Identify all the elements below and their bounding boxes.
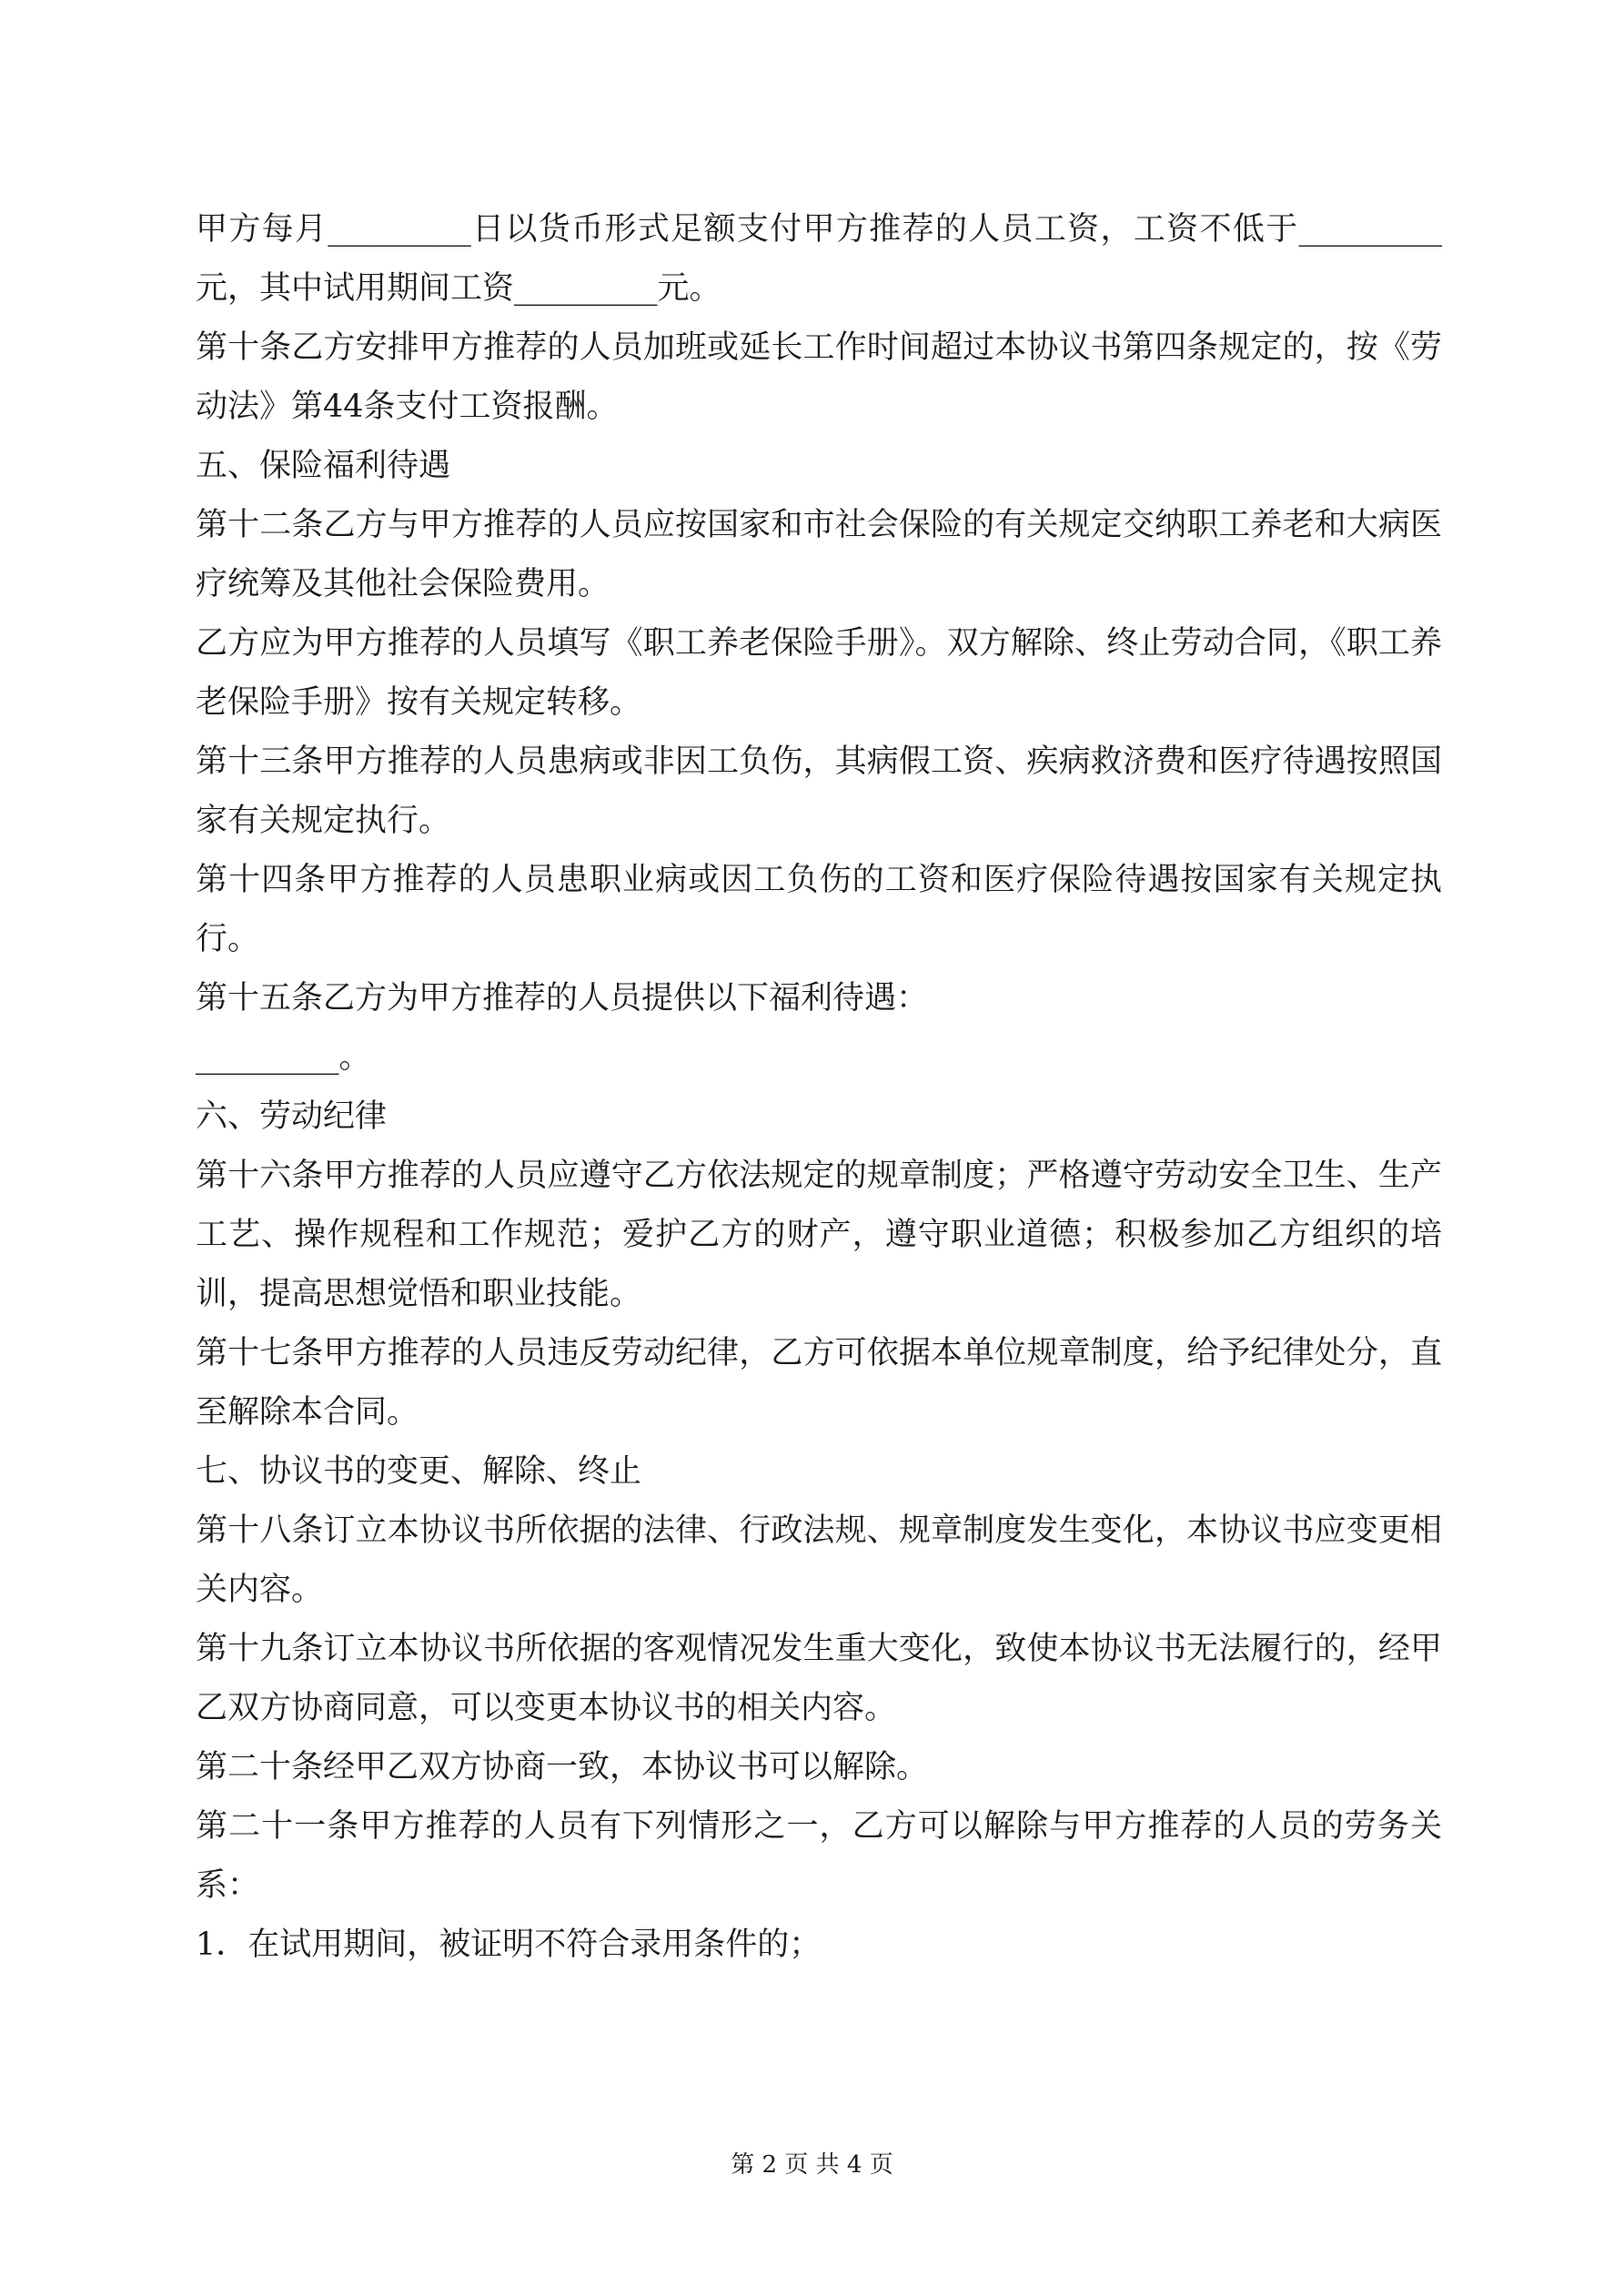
paragraph-pension-handbook: 乙方应为甲方推荐的人员填写《职工养老保险手册》。双方解除、终止劳动合同，《职工养老保险手册》按有关规定转移。 [196, 625, 1442, 721]
section-heading-insurance: 五、保险福利待遇 [196, 448, 451, 484]
section-heading-discipline: 六、劳动纪律 [196, 1098, 388, 1135]
paragraph-article-18: 第十八条订立本协议书所依据的法律、行政法规、规章制度发生变化，本协议书应变更相关内容。 [196, 1512, 1442, 1608]
paragraph-article-17: 第十七条甲方推荐的人员违反劳动纪律，乙方可依据本单位规章制度，给予纪律处分，直至解除本合同。 [196, 1335, 1442, 1431]
paragraph-article-19: 第十九条订立本协议书所依据的客观情况发生重大变化，致使本协议书无法履行的，经甲乙双方协商同意，可以变更本协议书的相关内容。 [196, 1631, 1442, 1726]
paragraph-article-15: 第十五条乙方为甲方推荐的人员提供以下福利待遇： [196, 980, 929, 1017]
paragraph-article-14: 第十四条甲方推荐的人员患职业病或因工负伤的工资和医疗保险待遇按国家有关规定执行。 [196, 862, 1442, 957]
paragraph-article-13: 第十三条甲方推荐的人员患病或非因工负伤，其病假工资、疾病救济费和医疗待遇按照国家有关规定执行。 [196, 743, 1442, 839]
paragraph-article-16: 第十六条甲方推荐的人员应遵守乙方依法规定的规章制度；严格遵守劳动安全卫生、生产工艺、操作规程和工作规范；爱护乙方的财产，遵守职业道德；积极参加乙方组织的培训，提高思想觉悟和职业技能。 [196, 1158, 1442, 1312]
paragraph-article-20: 第二十条经甲乙双方协商一致，本协议书可以解除。 [196, 1749, 929, 1785]
paragraph-salary-payment: 甲方每月_________日以货币形式足额支付甲方推荐的人员工资，工资不低于_________元，其中试用期间工资_________元。 [196, 211, 1442, 307]
paragraph-item-1: 1．在试用期间，被证明不符合录用条件的； [196, 1927, 822, 1963]
document-body [196, 200, 1442, 1975]
page-footer: 第 2 页 共 4 页 [731, 2151, 893, 2179]
paragraph-article-10: 第十条乙方安排甲方推荐的人员加班或延长工作时间超过本协议书第四条规定的，按《劳动法》第44条支付工资报酬。 [196, 329, 1442, 425]
paragraph-article-12: 第十二条乙方与甲方推荐的人员应按国家和市社会保险的有关规定交纳职工养老和大病医疗统筹及其他社会保险费用。 [196, 507, 1442, 602]
paragraph-welfare-blank: _________。 [196, 1039, 371, 1076]
section-heading-changes: 七、协议书的变更、解除、终止 [196, 1453, 642, 1490]
paragraph-article-21: 第二十一条甲方推荐的人员有下列情形之一，乙方可以解除与甲方推荐的人员的劳务关系： [196, 1808, 1442, 1904]
